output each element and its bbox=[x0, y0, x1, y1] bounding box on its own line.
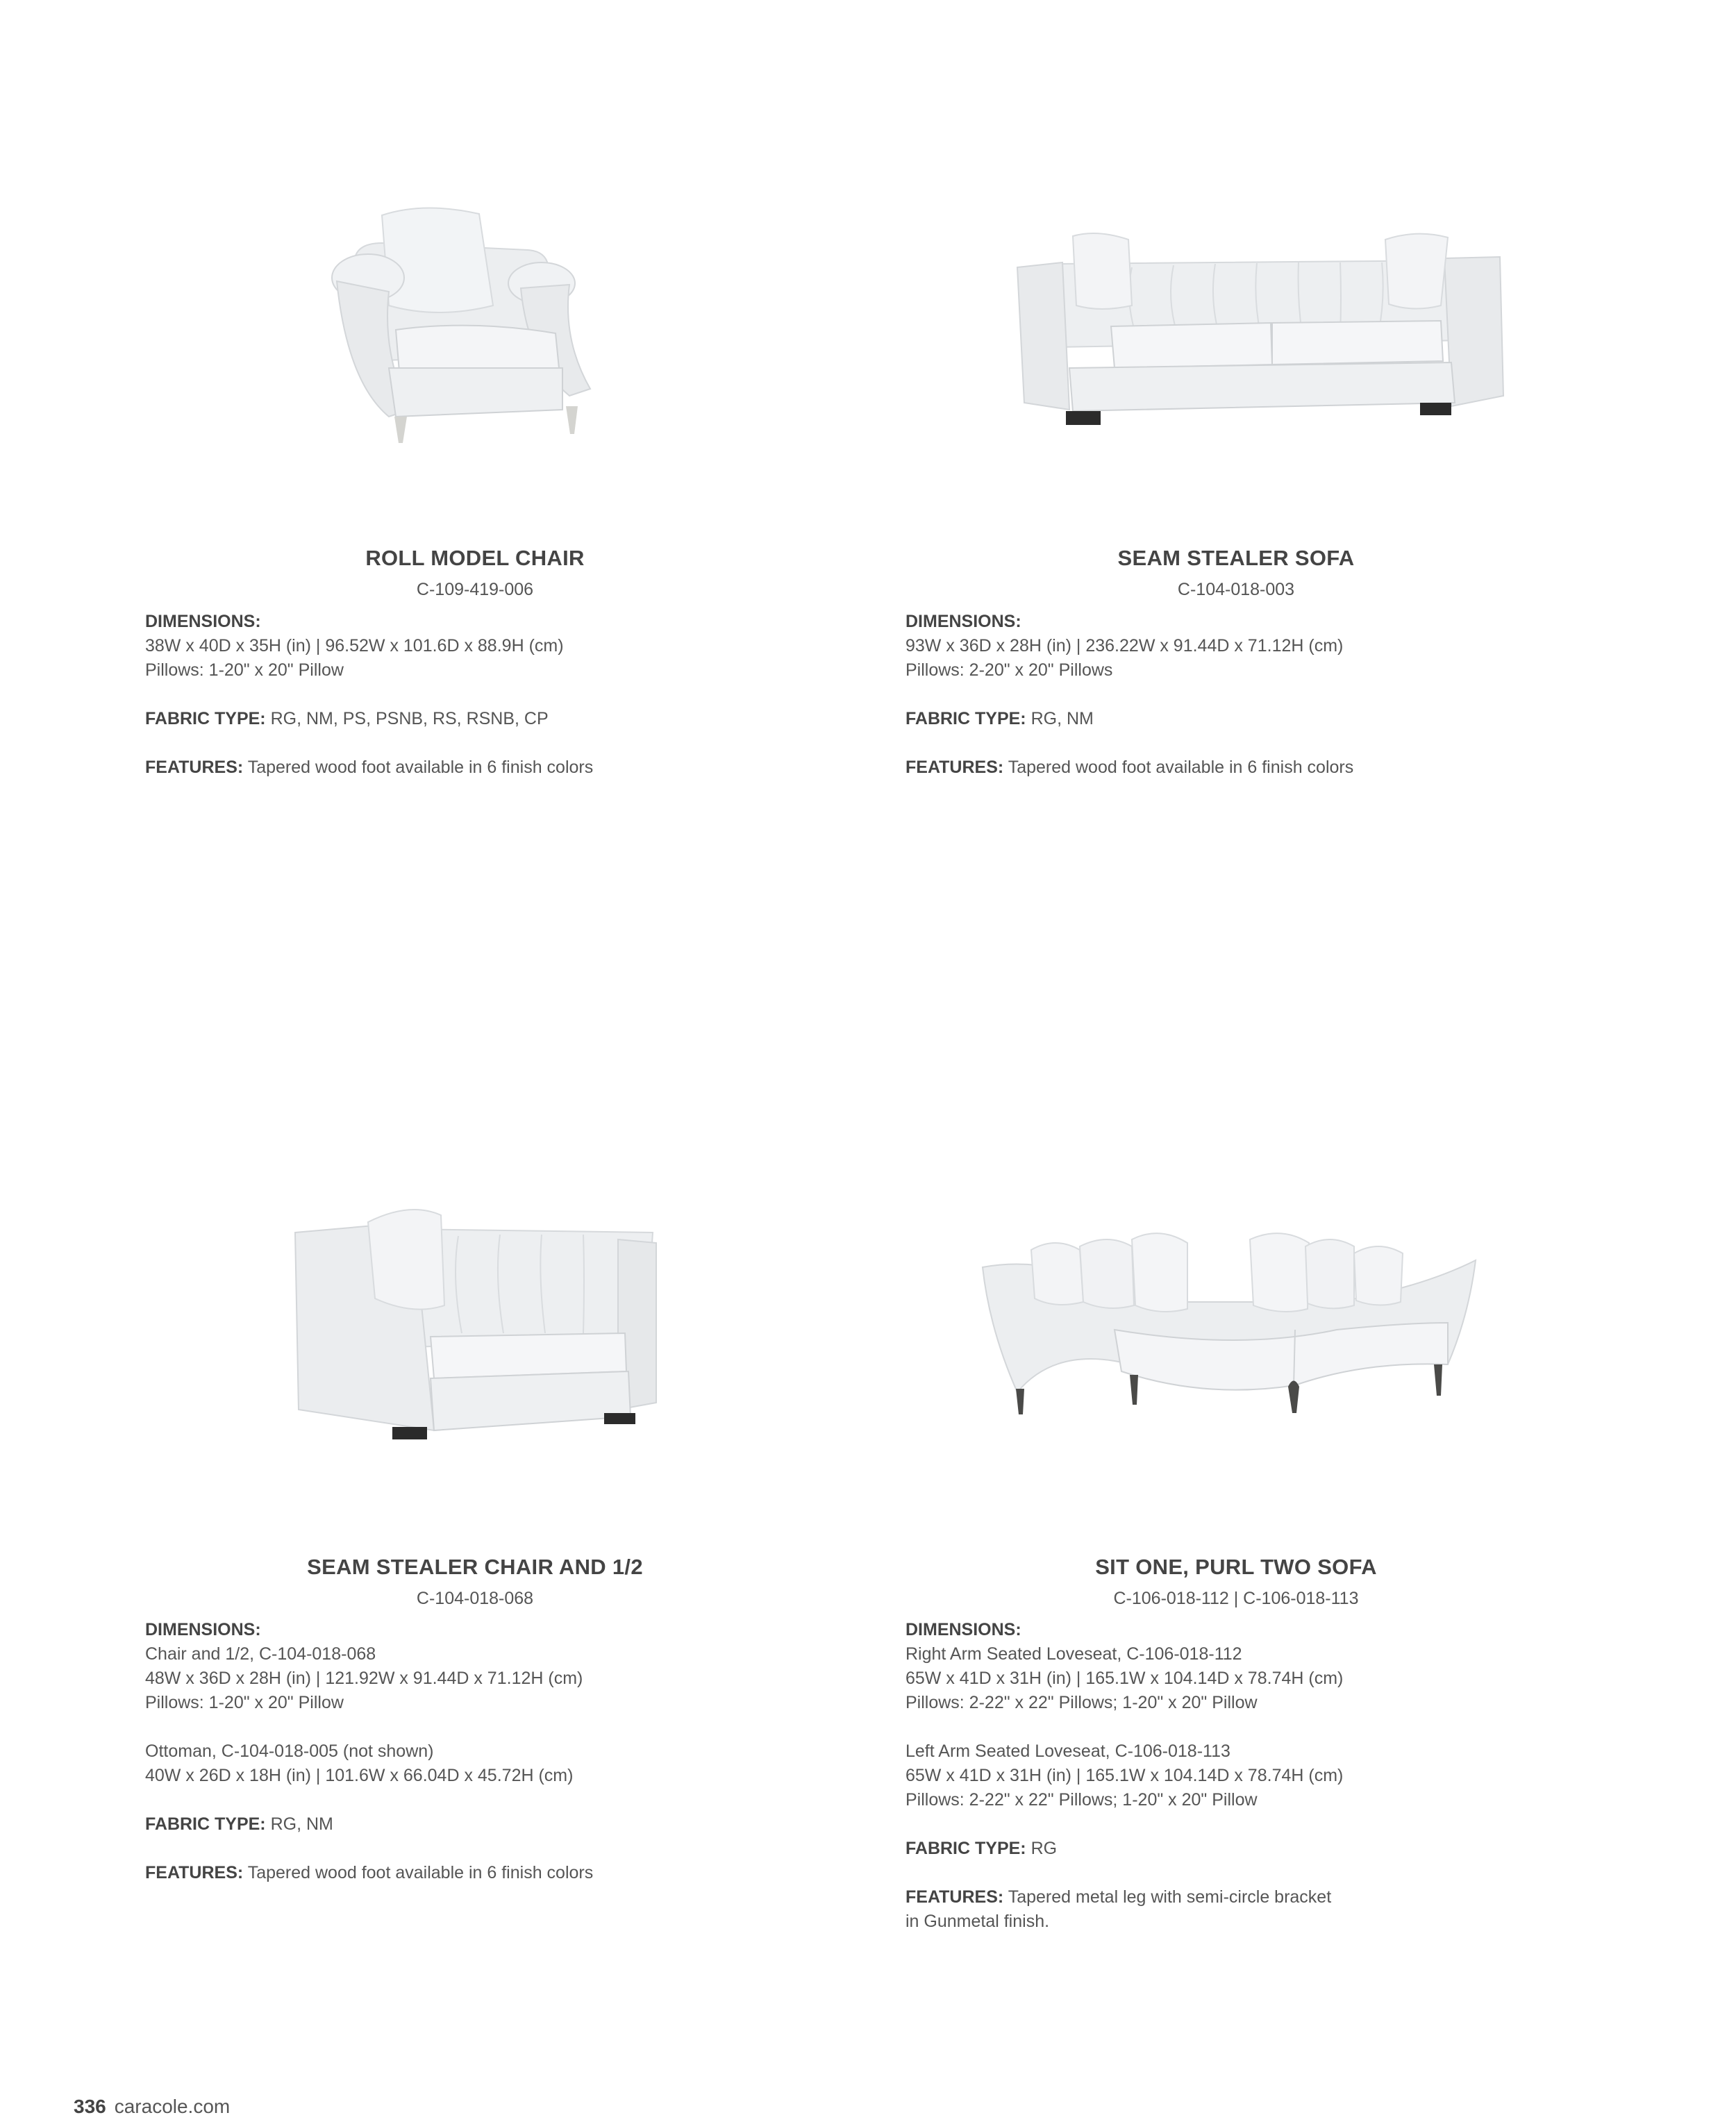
dimensions-label: DIMENSIONS: bbox=[905, 1620, 1021, 1639]
dimension-line: Pillows: 1-20" x 20" Pillow bbox=[145, 1693, 344, 1712]
features-value: Tapered wood foot available in 6 finish colors bbox=[247, 758, 594, 777]
product-title: SEAM STEALER SOFA bbox=[1117, 546, 1355, 570]
product-specs bbox=[905, 610, 1503, 780]
dimension-line: 38W x 40D x 35H (in) | 96.52W x 101.6D x 88.9H (cm) bbox=[145, 636, 564, 655]
features bbox=[145, 755, 742, 780]
roll-model-chair-image bbox=[319, 201, 625, 451]
fabric-type bbox=[145, 707, 742, 731]
sit-one-purl-two-sofa-image bbox=[976, 1226, 1517, 1420]
dimension-line: 65W x 41D x 31H (in) | 165.1W x 104.14D x 78.74H (cm) bbox=[905, 1669, 1344, 1688]
product-specs bbox=[905, 1618, 1503, 1934]
fabric-type-label: FABRIC TYPE: bbox=[905, 1839, 1026, 1858]
dimension-line: Pillows: 2-22" x 22" Pillows; 1-20" x 20" Pillow bbox=[905, 1790, 1258, 1810]
dimension-line: Pillows: 1-20" x 20" Pillow bbox=[145, 660, 344, 680]
features-label: FEATURES: bbox=[905, 1887, 1004, 1907]
dimension-line: 48W x 36D x 28H (in) | 121.92W x 91.44D x 71.12H (cm) bbox=[145, 1669, 583, 1688]
dimension-line: Ottoman, C-104-018-005 (not shown) bbox=[145, 1741, 434, 1761]
dimensions-label: DIMENSIONS: bbox=[145, 1620, 261, 1639]
fabric-type-value: RG bbox=[1030, 1839, 1058, 1858]
fabric-type bbox=[905, 707, 1503, 731]
product-specs bbox=[145, 1618, 742, 1885]
product-title: ROLL MODEL CHAIR bbox=[365, 546, 585, 570]
dimension-line: 65W x 41D x 31H (in) | 165.1W x 104.14D x 78.74H (cm) bbox=[905, 1766, 1344, 1785]
features-value: Tapered metal leg with semi-circle bracket bbox=[1008, 1887, 1332, 1907]
dimension-line: 40W x 26D x 18H (in) | 101.6W x 66.04D x 45.72H (cm) bbox=[145, 1766, 574, 1785]
fabric-type-value: RG, NM bbox=[270, 1814, 333, 1834]
features bbox=[905, 755, 1503, 780]
dimension-line: Left Arm Seated Loveseat, C-106-018-113 bbox=[905, 1741, 1230, 1761]
page-number: 336 bbox=[74, 2096, 106, 2117]
site-link[interactable]: caracole.com bbox=[114, 2096, 231, 2117]
fabric-type-label: FABRIC TYPE: bbox=[145, 1814, 266, 1834]
features-label: FEATURES: bbox=[145, 758, 244, 777]
seam-stealer-chair-and-half-image bbox=[292, 1201, 660, 1444]
product-specs bbox=[145, 610, 742, 780]
page-footer bbox=[74, 2096, 230, 2118]
dimensions-label: DIMENSIONS: bbox=[905, 612, 1021, 631]
dimension-line: Right Arm Seated Loveseat, C-106-018-112 bbox=[905, 1644, 1242, 1664]
dimension-line: 93W x 36D x 28H (in) | 236.22W x 91.44D x 71.12H (cm) bbox=[905, 636, 1344, 655]
dimension-line: Chair and 1/2, C-104-018-068 bbox=[145, 1644, 376, 1664]
fabric-type-value: RG, NM, PS, PSNB, RS, RSNB, CP bbox=[270, 709, 549, 728]
product-title: SEAM STEALER CHAIR AND 1/2 bbox=[307, 1555, 643, 1579]
product-title: SIT ONE, PURL TWO SOFA bbox=[1095, 1555, 1377, 1579]
features bbox=[905, 1885, 1503, 1910]
product-sku: C-109-419-006 bbox=[416, 580, 534, 599]
dimensions-label: DIMENSIONS: bbox=[145, 612, 261, 631]
features-label: FEATURES: bbox=[145, 1863, 244, 1882]
product-sku: C-106-018-112 | C-106-018-113 bbox=[1113, 1589, 1359, 1608]
features-label: FEATURES: bbox=[905, 758, 1004, 777]
dimension-line: Pillows: 2-20" x 20" Pillows bbox=[905, 660, 1113, 680]
product-sku: C-104-018-068 bbox=[416, 1589, 534, 1608]
features-value: Tapered wood foot available in 6 finish colors bbox=[1008, 758, 1354, 777]
seam-stealer-sofa-image bbox=[1014, 229, 1514, 431]
features bbox=[145, 1861, 742, 1885]
features-continuation: in Gunmetal finish. bbox=[905, 1912, 1050, 1931]
fabric-type-label: FABRIC TYPE: bbox=[905, 709, 1026, 728]
dimension-line: Pillows: 2-22" x 22" Pillows; 1-20" x 20" Pillow bbox=[905, 1693, 1258, 1712]
fabric-type-value: RG, NM bbox=[1030, 709, 1094, 728]
features-value: Tapered wood foot available in 6 finish colors bbox=[247, 1863, 594, 1882]
product-sku: C-104-018-003 bbox=[1177, 580, 1295, 599]
fabric-type bbox=[905, 1837, 1503, 1861]
fabric-type bbox=[145, 1812, 742, 1837]
fabric-type-label: FABRIC TYPE: bbox=[145, 709, 266, 728]
